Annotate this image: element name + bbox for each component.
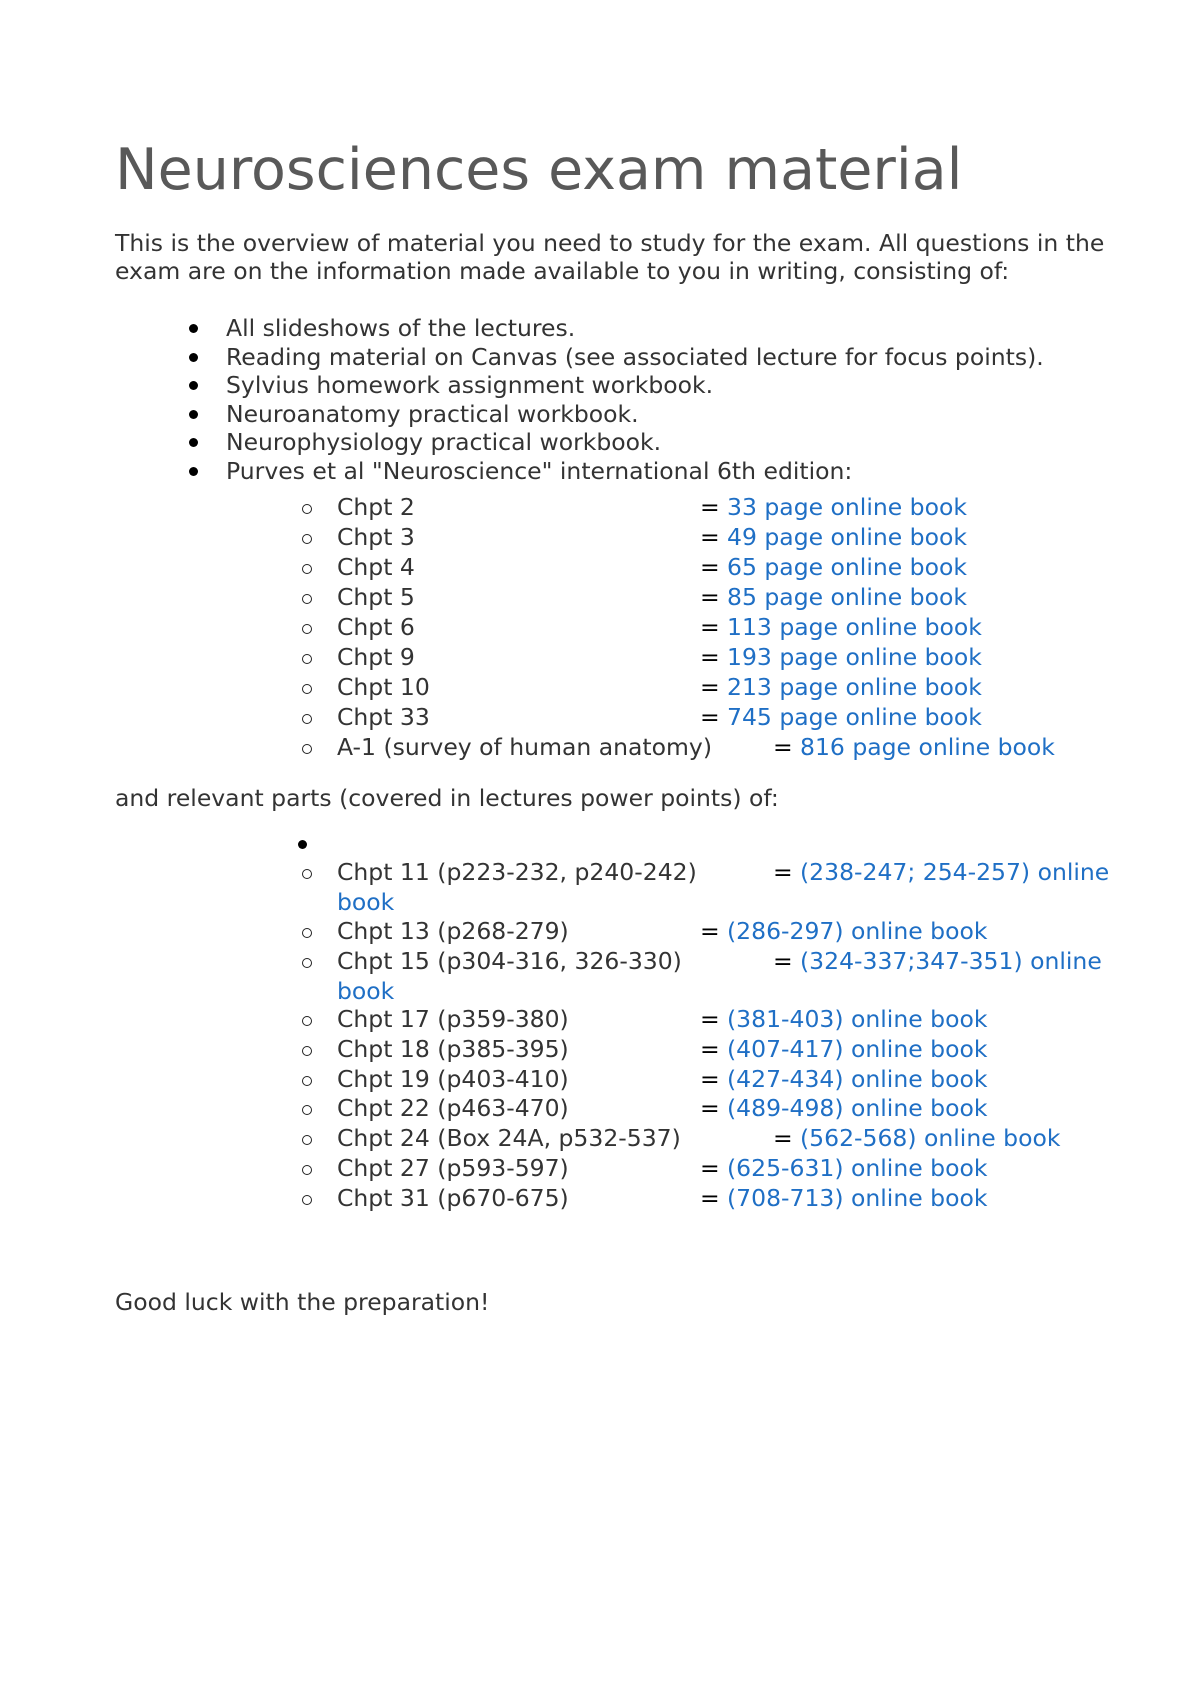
circle-bullet-icon [302,624,312,634]
circle-bullet-icon [302,714,312,724]
online-book-link[interactable]: (489-498) online book [727,1094,988,1123]
bullet-icon [189,438,198,447]
circle-bullet-icon [302,1076,312,1086]
relevant-chapter-list [0,858,1200,1214]
circle-bullet-icon [302,1016,312,1026]
chapter-item: Chpt 6 = 113 page online book [0,613,1200,643]
chapter-item: Chpt 31 (p670-675) = (708-713) online book [0,1184,1200,1214]
chapter-item: Chpt 18 (p385-395) = (407-417) online book [0,1035,1200,1065]
page-title: Neurosciences exam material [115,137,963,203]
bullet-icon [189,324,198,333]
online-book-link[interactable]: (381-403) online book [727,1005,988,1033]
online-book-link[interactable]: 85 page online book [727,583,967,611]
list-item: All slideshows of the lectures. [0,314,1200,343]
list-item: Neuroanatomy practical workbook. [0,400,1200,429]
online-book-link[interactable]: (238-247; 254-257) online [800,858,1110,886]
circle-bullet-icon [302,1165,312,1175]
online-book-link[interactable]: 113 page online book [727,613,982,641]
circle-bullet-icon [302,958,312,968]
circle-bullet-icon [302,1135,312,1145]
intro-paragraph: This is the overview of material you need to study for the exam. All questions in the exam are on the information made available to you in writing, consisting of: [115,229,1105,285]
online-book-link[interactable]: 33 page online book [727,493,967,521]
chapter-item: Chpt 15 (p304-316, 326-330) = (324-337;347-351) online book [0,947,1200,1006]
online-book-link[interactable]: 65 page online book [727,553,967,581]
chapter-item: Chpt 22 (p463-470) = (489-498) online book [0,1094,1200,1124]
empty-list-item [0,830,1200,858]
circle-bullet-icon [302,564,312,574]
bullet-icon [189,353,198,362]
circle-bullet-icon [302,594,312,604]
chapter-item: Chpt 24 (Box 24A, p532-537) = (562-568) online book [0,1124,1200,1154]
online-book-link[interactable]: (427-434) online book [727,1064,988,1093]
materials-list [0,314,1200,486]
online-book-link[interactable]: 213 page online book [727,673,982,701]
chapter-item: Chpt 3 = 49 page online book [0,523,1200,553]
circle-bullet-icon [302,654,312,664]
online-book-link[interactable]: 49 page online book [727,523,967,551]
bullet-icon [189,467,198,476]
online-book-link-continued[interactable]: book [337,976,395,1005]
circle-bullet-icon [302,744,312,754]
online-book-link[interactable]: (286-297) online book [727,917,988,945]
circle-bullet-icon [302,1046,312,1056]
online-book-link[interactable]: (625-631) online book [727,1153,988,1182]
bullet-icon [189,381,198,390]
chapter-item: Chpt 2 = 33 page online book [0,493,1200,523]
bullet-icon [189,410,198,419]
list-item: Neurophysiology practical workbook. [0,428,1200,457]
chapter-item: Chpt 4 = 65 page online book [0,553,1200,583]
online-book-link[interactable]: (562-568) online book [800,1124,1061,1153]
list-item: Purves et al "Neuroscience" international 6th edition: [0,457,1200,486]
relevant-intro: and relevant parts (covered in lectures power points) of: [115,784,779,812]
chapter-item: Chpt 9 = 193 page online book [0,643,1200,673]
circle-bullet-icon [302,684,312,694]
online-book-link[interactable]: (407-417) online book [727,1034,988,1063]
online-book-link[interactable]: 193 page online book [727,643,982,671]
chapter-item: Chpt 17 (p359-380) = (381-403) online book [0,1005,1200,1035]
online-book-link[interactable]: 745 page online book [727,703,982,731]
online-book-link[interactable]: 816 page online book [800,733,1055,761]
online-book-link[interactable]: (708-713) online book [727,1183,988,1212]
chapter-item: Chpt 10 = 213 page online book [0,673,1200,703]
list-item: Sylvius homework assignment workbook. [0,371,1200,400]
circle-bullet-icon [302,928,312,938]
online-book-link-continued[interactable]: book [337,888,395,916]
circle-bullet-icon [302,1105,312,1115]
chapter-item: Chpt 13 (p268-279) = (286-297) online book [0,917,1200,947]
chapter-item: Chpt 27 (p593-597) = (625-631) online book [0,1154,1200,1184]
chapter-list [0,493,1200,763]
bullet-icon [298,840,307,849]
circle-bullet-icon [302,1195,312,1205]
closing-text: Good luck with the preparation! [115,1288,490,1316]
circle-bullet-icon [302,504,312,514]
list-item: Reading material on Canvas (see associated lecture for focus points). [0,343,1200,372]
chapter-item: Chpt 19 (p403-410) = (427-434) online book [0,1065,1200,1095]
online-book-link[interactable]: (324-337;347-351) online [800,946,1102,975]
chapter-item: A-1 (survey of human anatomy) = 816 page online book [0,733,1200,763]
chapter-item: Chpt 33 = 745 page online book [0,703,1200,733]
chapter-item: Chpt 11 (p223-232, p240-242) = (238-247; 254-257) online book [0,858,1200,917]
circle-bullet-icon [302,869,312,879]
chapter-item: Chpt 5 = 85 page online book [0,583,1200,613]
circle-bullet-icon [302,534,312,544]
